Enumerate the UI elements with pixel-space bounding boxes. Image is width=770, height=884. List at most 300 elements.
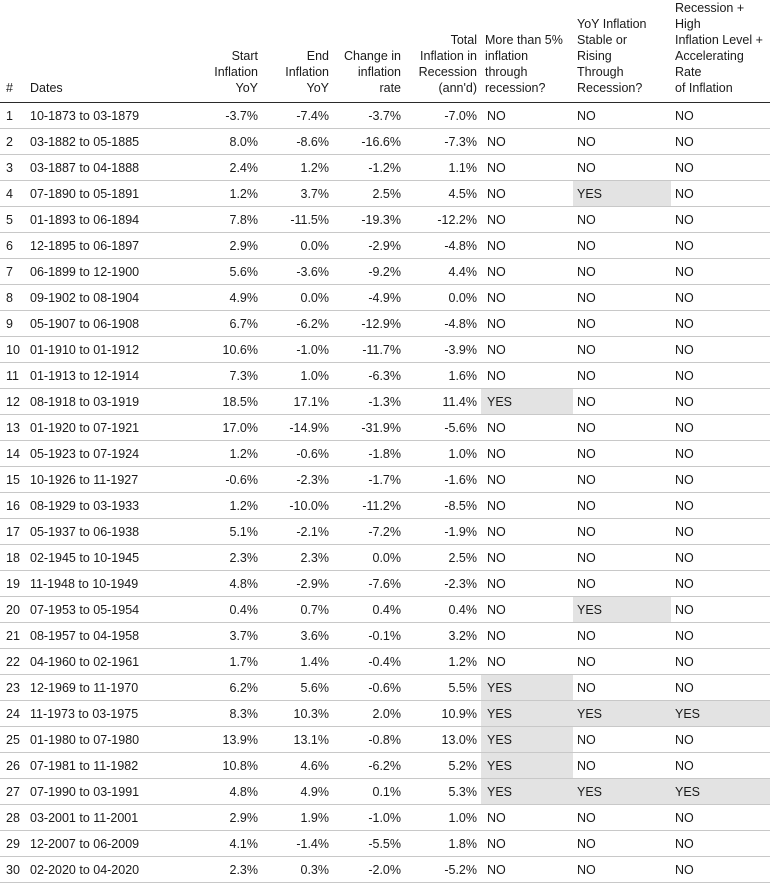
cell-more-than-5: NO (481, 597, 573, 623)
cell-start-inflation: 5.1% (176, 519, 262, 545)
cell-change-in-rate: -0.8% (333, 727, 405, 753)
cell-change-in-rate: -6.2% (333, 753, 405, 779)
cell-start-inflation: 2.9% (176, 805, 262, 831)
cell-yoy-stable: YES (573, 181, 671, 207)
header-change-in-rate (333, 0, 405, 103)
cell-more-than-5: NO (481, 623, 573, 649)
cell-change-in-rate: -11.2% (333, 493, 405, 519)
cell-yoy-stable: NO (573, 571, 671, 597)
cell-total-inflation: 0.4% (405, 597, 481, 623)
cell-more-than-5: NO (481, 571, 573, 597)
cell-yoy-stable: NO (573, 441, 671, 467)
cell-num: 12 (0, 389, 26, 415)
cell-dates: 12-2007 to 06-2009 (26, 831, 176, 857)
cell-yoy-stable: NO (573, 389, 671, 415)
cell-start-inflation: 4.8% (176, 571, 262, 597)
cell-end-inflation: 13.1% (262, 727, 333, 753)
table-body (0, 103, 770, 883)
header-more-than-5 (481, 0, 573, 103)
header-line: Inflation in (420, 49, 477, 63)
table-row (0, 701, 770, 727)
cell-start-inflation: -3.7% (176, 103, 262, 129)
cell-more-than-5: NO (481, 259, 573, 285)
cell-more-than-5: YES (481, 701, 573, 727)
header-line: through (485, 65, 528, 79)
cell-recession-high: NO (671, 207, 770, 233)
cell-change-in-rate: -7.6% (333, 571, 405, 597)
cell-recession-high: YES (671, 779, 770, 805)
cell-start-inflation: 4.8% (176, 779, 262, 805)
cell-recession-high: NO (671, 233, 770, 259)
cell-total-inflation: 1.0% (405, 441, 481, 467)
cell-more-than-5: YES (481, 753, 573, 779)
cell-change-in-rate: -1.8% (333, 441, 405, 467)
cell-dates: 05-1937 to 06-1938 (26, 519, 176, 545)
cell-recession-high: YES (671, 701, 770, 727)
cell-change-in-rate: -1.7% (333, 467, 405, 493)
cell-recession-high: NO (671, 441, 770, 467)
cell-dates: 09-1902 to 08-1904 (26, 285, 176, 311)
cell-total-inflation: 2.5% (405, 545, 481, 571)
cell-recession-high: NO (671, 727, 770, 753)
cell-start-inflation: 7.8% (176, 207, 262, 233)
cell-yoy-stable: NO (573, 155, 671, 181)
cell-dates: 10-1926 to 11-1927 (26, 467, 176, 493)
cell-total-inflation: 0.0% (405, 285, 481, 311)
cell-num: 1 (0, 103, 26, 129)
cell-yoy-stable: YES (573, 701, 671, 727)
cell-total-inflation: -8.5% (405, 493, 481, 519)
cell-start-inflation: 6.7% (176, 311, 262, 337)
cell-total-inflation: 5.2% (405, 753, 481, 779)
table-row (0, 233, 770, 259)
cell-start-inflation: 2.3% (176, 545, 262, 571)
cell-change-in-rate: -0.6% (333, 675, 405, 701)
cell-start-inflation: 18.5% (176, 389, 262, 415)
cell-num: 28 (0, 805, 26, 831)
cell-yoy-stable: NO (573, 493, 671, 519)
cell-dates: 01-1980 to 07-1980 (26, 727, 176, 753)
header-line: More than 5% (485, 33, 563, 47)
cell-more-than-5: NO (481, 337, 573, 363)
cell-dates: 04-1960 to 02-1961 (26, 649, 176, 675)
table-row (0, 415, 770, 441)
cell-total-inflation: -3.9% (405, 337, 481, 363)
table-row (0, 285, 770, 311)
cell-num: 16 (0, 493, 26, 519)
cell-dates: 03-1882 to 05-1885 (26, 129, 176, 155)
cell-num: 10 (0, 337, 26, 363)
header-line: Recession? (577, 81, 643, 95)
cell-start-inflation: 3.7% (176, 623, 262, 649)
cell-more-than-5: NO (481, 207, 573, 233)
cell-num: 29 (0, 831, 26, 857)
cell-dates: 06-1899 to 12-1900 (26, 259, 176, 285)
header-line: inflation (357, 65, 401, 79)
cell-change-in-rate: -16.6% (333, 129, 405, 155)
cell-dates: 07-1953 to 05-1954 (26, 597, 176, 623)
cell-dates: 03-2001 to 11-2001 (26, 805, 176, 831)
cell-start-inflation: 17.0% (176, 415, 262, 441)
table-row (0, 805, 770, 831)
cell-yoy-stable: YES (573, 779, 671, 805)
cell-recession-high: NO (671, 675, 770, 701)
cell-dates: 10-1873 to 03-1879 (26, 103, 176, 129)
cell-end-inflation: 1.9% (262, 805, 333, 831)
cell-end-inflation: 4.9% (262, 779, 333, 805)
cell-end-inflation: 0.7% (262, 597, 333, 623)
cell-change-in-rate: 2.5% (333, 181, 405, 207)
cell-end-inflation: 2.3% (262, 545, 333, 571)
cell-start-inflation: 7.3% (176, 363, 262, 389)
header-line: Start (231, 49, 258, 63)
header-recession-high (671, 0, 770, 103)
header-line: YoY (306, 81, 329, 95)
cell-yoy-stable: NO (573, 649, 671, 675)
cell-start-inflation: 4.9% (176, 285, 262, 311)
cell-more-than-5: NO (481, 363, 573, 389)
cell-recession-high: NO (671, 805, 770, 831)
cell-recession-high: NO (671, 259, 770, 285)
cell-yoy-stable: NO (573, 727, 671, 753)
table-row (0, 467, 770, 493)
cell-num: 15 (0, 467, 26, 493)
cell-end-inflation: -14.9% (262, 415, 333, 441)
cell-more-than-5: YES (481, 389, 573, 415)
cell-yoy-stable: NO (573, 207, 671, 233)
cell-num: 8 (0, 285, 26, 311)
cell-more-than-5: NO (481, 545, 573, 571)
cell-dates: 02-1945 to 10-1945 (26, 545, 176, 571)
cell-change-in-rate: -2.9% (333, 233, 405, 259)
cell-num: 5 (0, 207, 26, 233)
table-row (0, 493, 770, 519)
cell-more-than-5: NO (481, 233, 573, 259)
table-row (0, 727, 770, 753)
cell-start-inflation: 6.2% (176, 675, 262, 701)
header-line: Recession (418, 65, 477, 79)
header-line: of Inflation (675, 81, 733, 95)
cell-end-inflation: 4.6% (262, 753, 333, 779)
header-line: Accelerating Rate (675, 49, 744, 79)
cell-total-inflation: -5.6% (405, 415, 481, 441)
cell-end-inflation: -8.6% (262, 129, 333, 155)
header-line: Rising (577, 49, 612, 63)
cell-dates: 03-1887 to 04-1888 (26, 155, 176, 181)
table-row (0, 389, 770, 415)
header-dates: Dates (26, 0, 176, 103)
table-row (0, 155, 770, 181)
header-end-inflation (262, 0, 333, 103)
cell-total-inflation: -5.2% (405, 857, 481, 883)
header-line: End (306, 49, 329, 63)
cell-recession-high: NO (671, 623, 770, 649)
cell-change-in-rate: 0.0% (333, 545, 405, 571)
cell-dates: 01-1893 to 06-1894 (26, 207, 176, 233)
table-row (0, 337, 770, 363)
cell-end-inflation: 0.0% (262, 285, 333, 311)
cell-change-in-rate: 2.0% (333, 701, 405, 727)
header-line: Total (450, 33, 477, 47)
cell-more-than-5: NO (481, 857, 573, 883)
cell-total-inflation: 1.0% (405, 805, 481, 831)
cell-end-inflation: -6.2% (262, 311, 333, 337)
header-line: Change in (344, 49, 401, 63)
table-row (0, 259, 770, 285)
cell-num: 6 (0, 233, 26, 259)
header-line: Inflation Level + (675, 33, 763, 47)
cell-more-than-5: NO (481, 649, 573, 675)
cell-change-in-rate: -0.1% (333, 623, 405, 649)
cell-yoy-stable: NO (573, 675, 671, 701)
cell-recession-high: NO (671, 545, 770, 571)
cell-start-inflation: 1.2% (176, 493, 262, 519)
cell-more-than-5: YES (481, 675, 573, 701)
header-yoy-stable (573, 0, 671, 103)
cell-start-inflation: 0.4% (176, 597, 262, 623)
cell-more-than-5: NO (481, 285, 573, 311)
cell-yoy-stable: NO (573, 129, 671, 155)
cell-change-in-rate: -9.2% (333, 259, 405, 285)
cell-more-than-5: NO (481, 493, 573, 519)
table-row (0, 649, 770, 675)
cell-num: 17 (0, 519, 26, 545)
cell-recession-high: NO (671, 493, 770, 519)
cell-end-inflation: -3.6% (262, 259, 333, 285)
cell-dates: 07-1981 to 11-1982 (26, 753, 176, 779)
cell-dates: 01-1913 to 12-1914 (26, 363, 176, 389)
cell-start-inflation: 8.0% (176, 129, 262, 155)
header-line: inflation (485, 49, 529, 63)
cell-dates: 05-1907 to 06-1908 (26, 311, 176, 337)
cell-start-inflation: 1.2% (176, 181, 262, 207)
cell-change-in-rate: -11.7% (333, 337, 405, 363)
cell-end-inflation: 1.4% (262, 649, 333, 675)
cell-dates: 01-1920 to 07-1921 (26, 415, 176, 441)
table-row (0, 103, 770, 129)
cell-total-inflation: 10.9% (405, 701, 481, 727)
cell-num: 22 (0, 649, 26, 675)
cell-recession-high: NO (671, 389, 770, 415)
cell-yoy-stable: NO (573, 415, 671, 441)
header-row (0, 0, 770, 103)
cell-more-than-5: NO (481, 103, 573, 129)
header-line: YoY Inflation (577, 17, 647, 31)
cell-num: 23 (0, 675, 26, 701)
cell-num: 21 (0, 623, 26, 649)
cell-end-inflation: -1.0% (262, 337, 333, 363)
cell-total-inflation: 3.2% (405, 623, 481, 649)
cell-num: 25 (0, 727, 26, 753)
cell-total-inflation: 5.5% (405, 675, 481, 701)
cell-yoy-stable: YES (573, 597, 671, 623)
cell-total-inflation: -4.8% (405, 311, 481, 337)
cell-start-inflation: -0.6% (176, 467, 262, 493)
cell-start-inflation: 2.9% (176, 233, 262, 259)
cell-total-inflation: 4.4% (405, 259, 481, 285)
cell-recession-high: NO (671, 467, 770, 493)
table-row (0, 129, 770, 155)
cell-start-inflation: 10.6% (176, 337, 262, 363)
cell-start-inflation: 8.3% (176, 701, 262, 727)
cell-num: 14 (0, 441, 26, 467)
cell-start-inflation: 1.7% (176, 649, 262, 675)
cell-total-inflation: 13.0% (405, 727, 481, 753)
cell-recession-high: NO (671, 311, 770, 337)
cell-yoy-stable: NO (573, 753, 671, 779)
cell-yoy-stable: NO (573, 363, 671, 389)
cell-total-inflation: 5.3% (405, 779, 481, 805)
cell-num: 27 (0, 779, 26, 805)
cell-end-inflation: 5.6% (262, 675, 333, 701)
cell-change-in-rate: -1.0% (333, 805, 405, 831)
cell-change-in-rate: -31.9% (333, 415, 405, 441)
cell-total-inflation: -1.9% (405, 519, 481, 545)
cell-start-inflation: 2.3% (176, 857, 262, 883)
header-line: rate (379, 81, 401, 95)
cell-num: 4 (0, 181, 26, 207)
cell-end-inflation: -7.4% (262, 103, 333, 129)
table-row (0, 753, 770, 779)
cell-dates: 08-1918 to 03-1919 (26, 389, 176, 415)
cell-recession-high: NO (671, 181, 770, 207)
header-line: Inflation (214, 65, 258, 79)
header-total-inflation (405, 0, 481, 103)
cell-recession-high: NO (671, 337, 770, 363)
cell-total-inflation: 1.6% (405, 363, 481, 389)
cell-change-in-rate: -0.4% (333, 649, 405, 675)
cell-yoy-stable: NO (573, 311, 671, 337)
cell-yoy-stable: NO (573, 259, 671, 285)
cell-total-inflation: -7.3% (405, 129, 481, 155)
cell-dates: 02-2020 to 04-2020 (26, 857, 176, 883)
cell-change-in-rate: -12.9% (333, 311, 405, 337)
cell-end-inflation: -1.4% (262, 831, 333, 857)
cell-end-inflation: -2.3% (262, 467, 333, 493)
header-num: # (0, 0, 26, 103)
cell-dates: 11-1948 to 10-1949 (26, 571, 176, 597)
cell-more-than-5: NO (481, 129, 573, 155)
cell-dates: 12-1969 to 11-1970 (26, 675, 176, 701)
table-row (0, 623, 770, 649)
table-row (0, 181, 770, 207)
cell-recession-high: NO (671, 415, 770, 441)
cell-change-in-rate: 0.4% (333, 597, 405, 623)
header-start-inflation (176, 0, 262, 103)
cell-yoy-stable: NO (573, 467, 671, 493)
cell-num: 11 (0, 363, 26, 389)
header-line: Stable or (577, 33, 628, 47)
cell-num: 3 (0, 155, 26, 181)
cell-change-in-rate: -4.9% (333, 285, 405, 311)
cell-yoy-stable: NO (573, 519, 671, 545)
table-row (0, 571, 770, 597)
cell-num: 20 (0, 597, 26, 623)
cell-dates: 01-1910 to 01-1912 (26, 337, 176, 363)
cell-total-inflation: -2.3% (405, 571, 481, 597)
table-row (0, 597, 770, 623)
cell-total-inflation: 11.4% (405, 389, 481, 415)
cell-end-inflation: -10.0% (262, 493, 333, 519)
cell-end-inflation: -11.5% (262, 207, 333, 233)
cell-start-inflation: 13.9% (176, 727, 262, 753)
cell-recession-high: NO (671, 155, 770, 181)
cell-total-inflation: -12.2% (405, 207, 481, 233)
cell-yoy-stable: NO (573, 285, 671, 311)
cell-end-inflation: 0.0% (262, 233, 333, 259)
header-line: Inflation (285, 65, 329, 79)
table-row (0, 779, 770, 805)
cell-yoy-stable: NO (573, 103, 671, 129)
cell-total-inflation: 1.8% (405, 831, 481, 857)
cell-dates: 07-1990 to 03-1991 (26, 779, 176, 805)
table-row (0, 311, 770, 337)
cell-dates: 07-1890 to 05-1891 (26, 181, 176, 207)
header-line: YoY (235, 81, 258, 95)
cell-end-inflation: -2.1% (262, 519, 333, 545)
cell-end-inflation: 10.3% (262, 701, 333, 727)
cell-change-in-rate: -1.2% (333, 155, 405, 181)
cell-num: 30 (0, 857, 26, 883)
cell-dates: 08-1929 to 03-1933 (26, 493, 176, 519)
cell-start-inflation: 4.1% (176, 831, 262, 857)
cell-yoy-stable: NO (573, 805, 671, 831)
cell-recession-high: NO (671, 285, 770, 311)
cell-yoy-stable: NO (573, 623, 671, 649)
cell-yoy-stable: NO (573, 337, 671, 363)
cell-change-in-rate: -7.2% (333, 519, 405, 545)
cell-num: 13 (0, 415, 26, 441)
cell-change-in-rate: 0.1% (333, 779, 405, 805)
header-line: recession? (485, 81, 546, 95)
cell-total-inflation: 1.1% (405, 155, 481, 181)
cell-yoy-stable: NO (573, 545, 671, 571)
cell-total-inflation: -1.6% (405, 467, 481, 493)
table-row (0, 857, 770, 883)
cell-start-inflation: 5.6% (176, 259, 262, 285)
cell-end-inflation: 0.3% (262, 857, 333, 883)
header-line: Recession + High (675, 1, 745, 31)
cell-total-inflation: -7.0% (405, 103, 481, 129)
cell-recession-high: NO (671, 103, 770, 129)
cell-yoy-stable: NO (573, 233, 671, 259)
cell-end-inflation: -0.6% (262, 441, 333, 467)
cell-more-than-5: NO (481, 805, 573, 831)
cell-end-inflation: 3.6% (262, 623, 333, 649)
cell-more-than-5: NO (481, 155, 573, 181)
header-line: (ann'd) (438, 81, 477, 95)
cell-end-inflation: 17.1% (262, 389, 333, 415)
cell-num: 9 (0, 311, 26, 337)
table-row (0, 519, 770, 545)
cell-more-than-5: NO (481, 311, 573, 337)
cell-end-inflation: -2.9% (262, 571, 333, 597)
cell-num: 26 (0, 753, 26, 779)
cell-start-inflation: 1.2% (176, 441, 262, 467)
cell-num: 2 (0, 129, 26, 155)
cell-num: 24 (0, 701, 26, 727)
cell-more-than-5: YES (481, 727, 573, 753)
cell-dates: 08-1957 to 04-1958 (26, 623, 176, 649)
cell-recession-high: NO (671, 519, 770, 545)
cell-start-inflation: 10.8% (176, 753, 262, 779)
cell-end-inflation: 1.0% (262, 363, 333, 389)
cell-recession-high: NO (671, 649, 770, 675)
cell-dates: 05-1923 to 07-1924 (26, 441, 176, 467)
table-row (0, 207, 770, 233)
cell-change-in-rate: -3.7% (333, 103, 405, 129)
cell-dates: 12-1895 to 06-1897 (26, 233, 176, 259)
